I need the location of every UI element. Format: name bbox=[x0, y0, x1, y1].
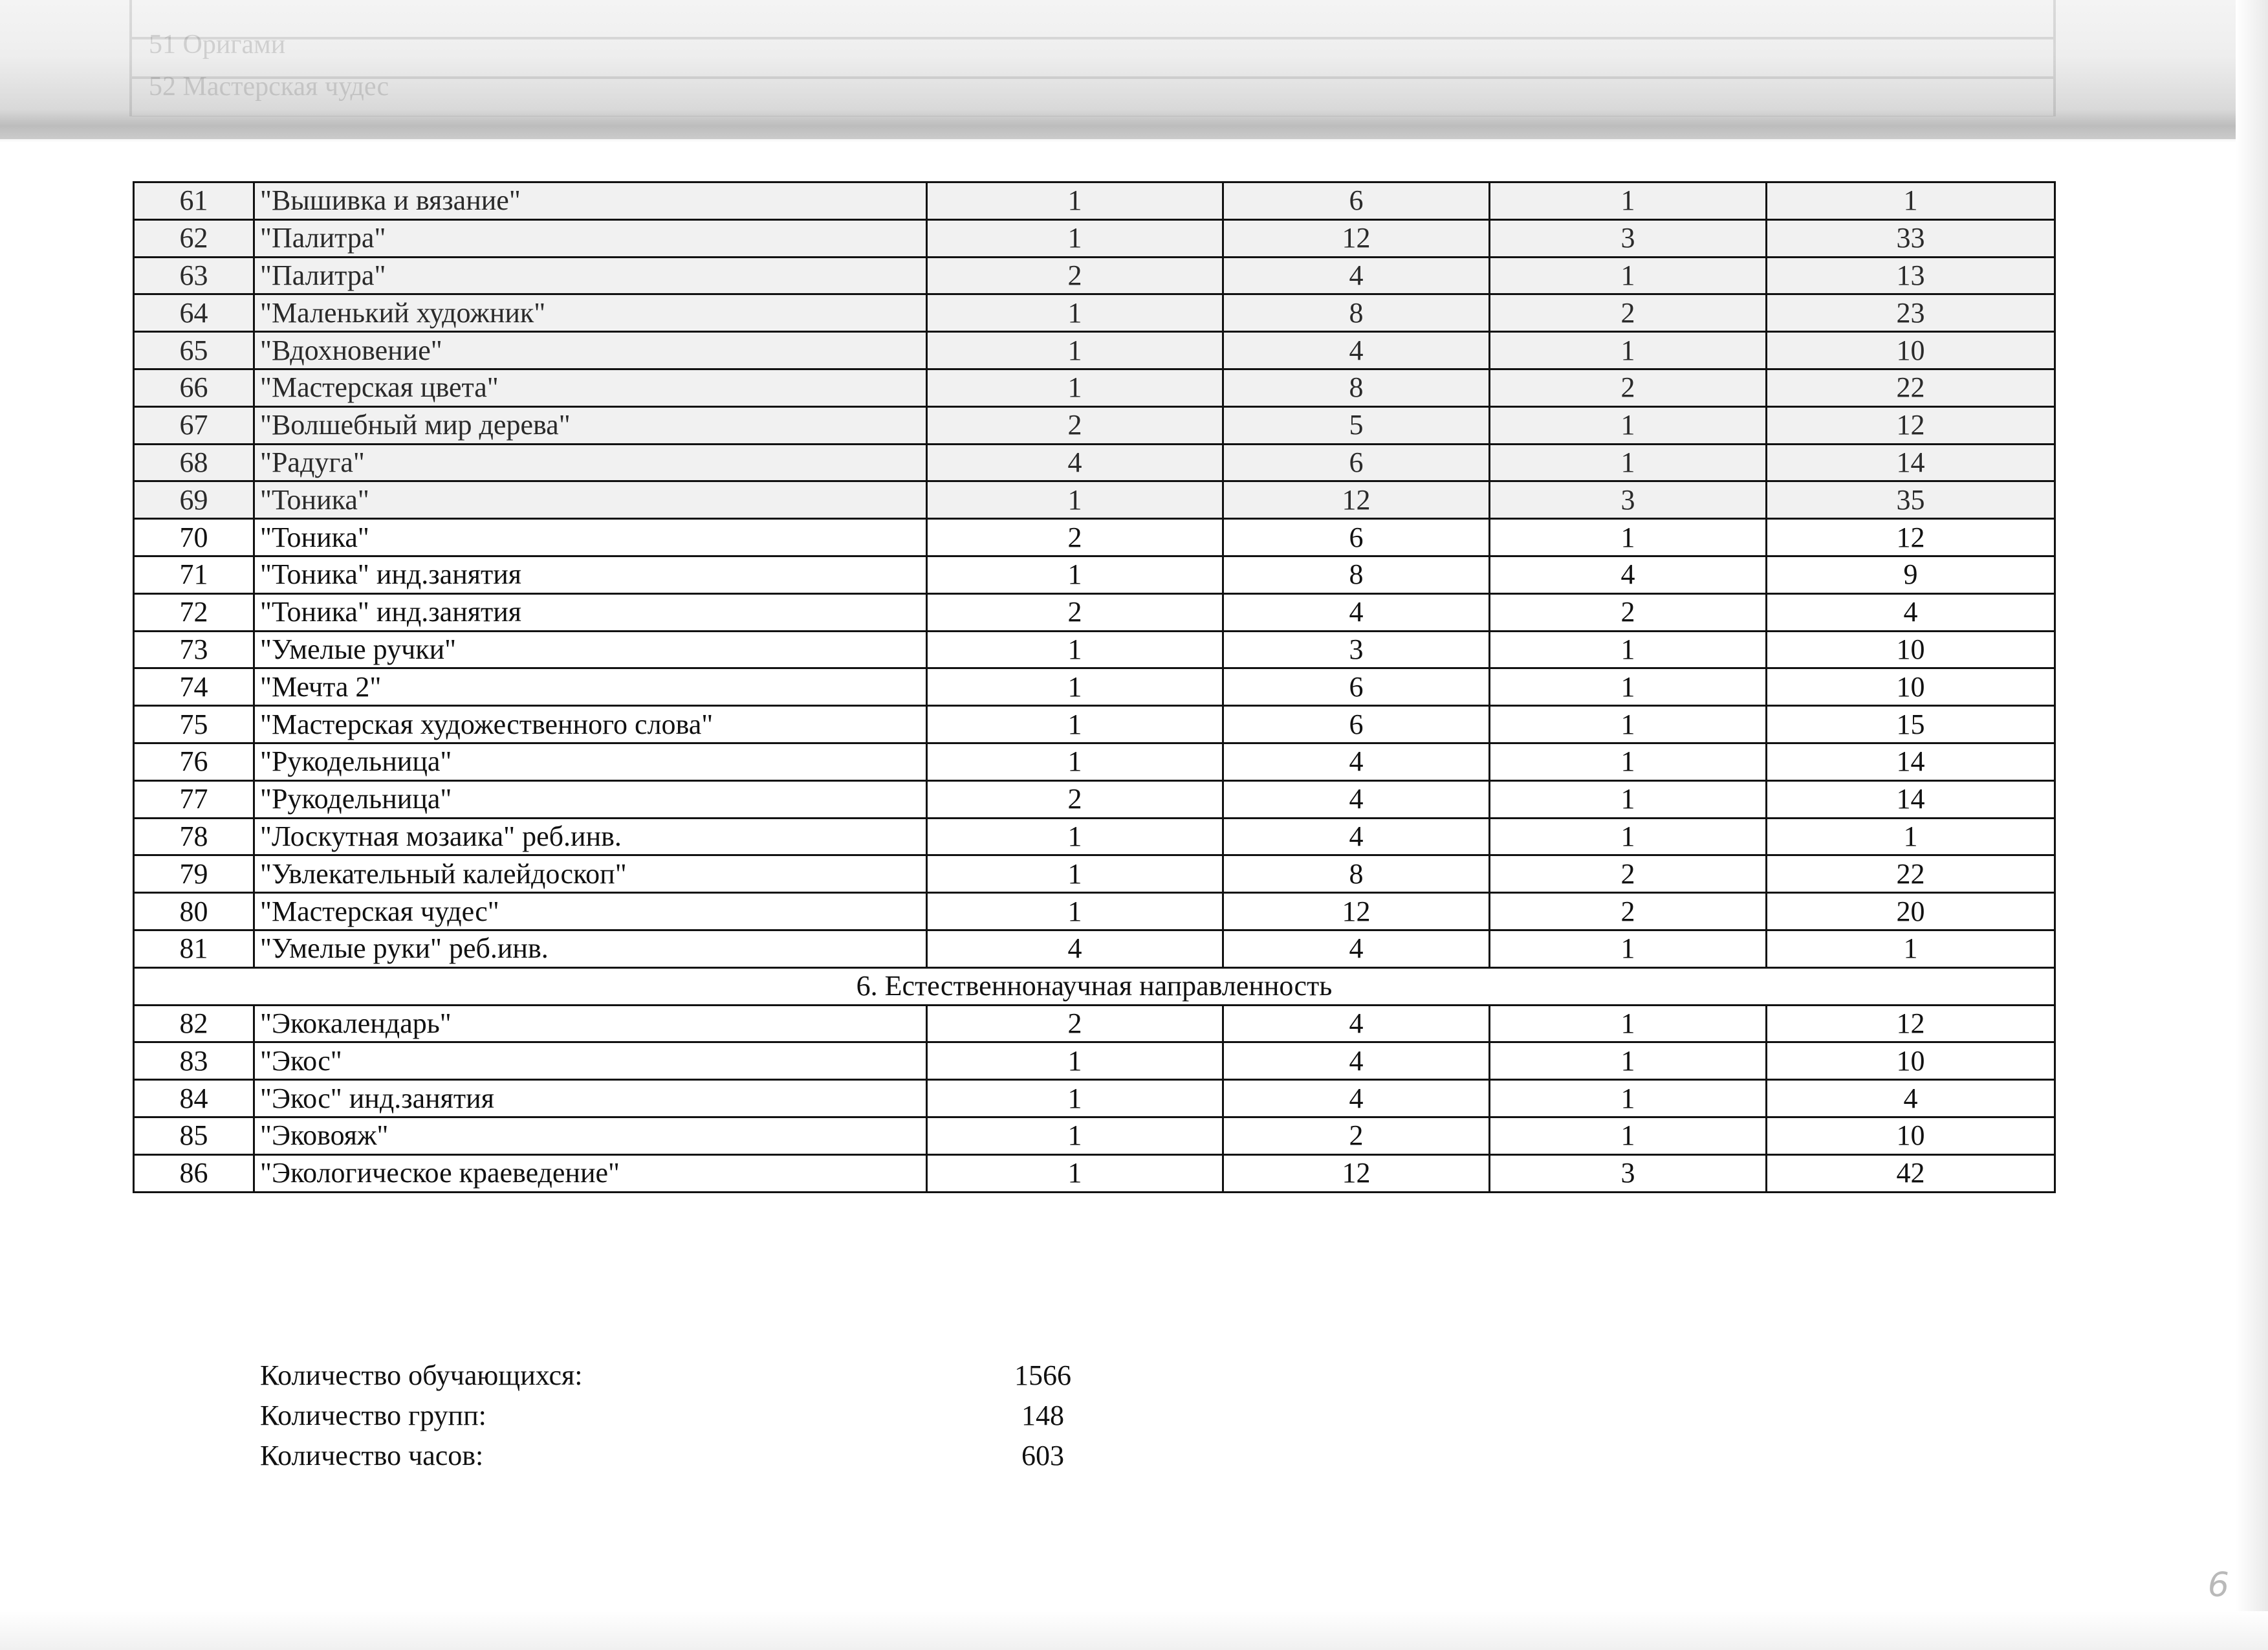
row-number: 76 bbox=[134, 743, 254, 780]
program-name: "Тоника" bbox=[254, 519, 927, 556]
row-number: 86 bbox=[134, 1154, 254, 1192]
groups-value: 1 bbox=[1490, 1005, 1767, 1042]
row-number: 77 bbox=[134, 780, 254, 818]
program-name: "Рукодельница" bbox=[254, 743, 927, 780]
table-row bbox=[134, 519, 2055, 556]
table-row bbox=[134, 668, 2055, 706]
year-of-study: 1 bbox=[927, 631, 1223, 668]
groups-value: 3 bbox=[1490, 219, 1767, 257]
groups-value: 1 bbox=[1490, 706, 1767, 743]
row-number: 63 bbox=[134, 257, 254, 294]
students-value: 14 bbox=[1767, 444, 2055, 481]
year-of-study: 1 bbox=[927, 668, 1223, 706]
hours-value: 4 bbox=[1223, 780, 1490, 818]
row-number: 70 bbox=[134, 519, 254, 556]
row-number: 69 bbox=[134, 481, 254, 519]
table-row bbox=[134, 294, 2055, 332]
program-name: "Радуга" bbox=[254, 444, 927, 481]
program-name: "Экологическое краеведение" bbox=[254, 1154, 927, 1192]
table-row bbox=[134, 219, 2055, 257]
table-row bbox=[134, 369, 2055, 406]
groups-value: 4 bbox=[1490, 556, 1767, 593]
hours-value: 4 bbox=[1223, 1005, 1490, 1042]
program-name: "Палитра" bbox=[254, 257, 927, 294]
groups-value: 1 bbox=[1490, 818, 1767, 855]
hours-value: 8 bbox=[1223, 369, 1490, 406]
hours-value: 4 bbox=[1223, 332, 1490, 369]
year-of-study: 1 bbox=[927, 219, 1223, 257]
students-value: 10 bbox=[1767, 1042, 2055, 1080]
hours-value: 8 bbox=[1223, 294, 1490, 332]
hours-value: 4 bbox=[1223, 818, 1490, 855]
year-of-study: 1 bbox=[927, 743, 1223, 780]
students-value: 1 bbox=[1767, 930, 2055, 967]
table-row bbox=[134, 1080, 2055, 1117]
program-name: "Мастерская чудес" bbox=[254, 893, 927, 930]
year-of-study: 1 bbox=[927, 1042, 1223, 1080]
students-value: 4 bbox=[1767, 1080, 2055, 1117]
year-of-study: 2 bbox=[927, 406, 1223, 444]
row-number: 82 bbox=[134, 1005, 254, 1042]
groups-value: 1 bbox=[1490, 332, 1767, 369]
groups-value: 1 bbox=[1490, 668, 1767, 706]
year-of-study: 1 bbox=[927, 332, 1223, 369]
row-number: 85 bbox=[134, 1117, 254, 1154]
groups-label: Количество групп: bbox=[260, 1400, 486, 1431]
totals-groups-row bbox=[260, 1396, 1166, 1436]
year-of-study: 1 bbox=[927, 706, 1223, 743]
row-number: 79 bbox=[134, 855, 254, 893]
students-value: 13 bbox=[1767, 257, 2055, 294]
program-name: "Мечта 2" bbox=[254, 668, 927, 706]
row-number: 71 bbox=[134, 556, 254, 593]
year-of-study: 4 bbox=[927, 930, 1223, 967]
hours-value: 5 bbox=[1223, 406, 1490, 444]
table-row bbox=[134, 1117, 2055, 1154]
row-number: 83 bbox=[134, 1042, 254, 1080]
groups-value: 1 bbox=[1490, 1080, 1767, 1117]
hours-value: 3 bbox=[1223, 631, 1490, 668]
students-value: 10 bbox=[1767, 668, 2055, 706]
groups-value: 148 bbox=[1021, 1400, 1064, 1431]
row-number: 84 bbox=[134, 1080, 254, 1117]
students-label: Количество обучающихся: bbox=[260, 1359, 583, 1391]
program-name: "Мастерская цвета" bbox=[254, 369, 927, 406]
row-number: 66 bbox=[134, 369, 254, 406]
hours-value: 4 bbox=[1223, 593, 1490, 631]
program-name: "Экос" инд.занятия bbox=[254, 1080, 927, 1117]
groups-value: 1 bbox=[1490, 780, 1767, 818]
program-name: "Умелые ручки" bbox=[254, 631, 927, 668]
table-row bbox=[134, 930, 2055, 967]
students-value: 22 bbox=[1767, 855, 2055, 893]
hours-value: 4 bbox=[1223, 1080, 1490, 1117]
groups-value: 1 bbox=[1490, 1042, 1767, 1080]
students-value: 22 bbox=[1767, 369, 2055, 406]
table-row bbox=[134, 481, 2055, 519]
hours-value: 4 bbox=[1223, 930, 1490, 967]
row-number: 74 bbox=[134, 668, 254, 706]
programs-table bbox=[133, 181, 2056, 1193]
hours-value: 12 bbox=[1223, 1154, 1490, 1192]
groups-value: 1 bbox=[1490, 444, 1767, 481]
table-row bbox=[134, 182, 2055, 220]
row-number: 61 bbox=[134, 182, 254, 220]
program-name: "Рукодельница" bbox=[254, 780, 927, 818]
scan-shadow-bottom bbox=[0, 1611, 2268, 1650]
year-of-study: 1 bbox=[927, 893, 1223, 930]
hours-value: 12 bbox=[1223, 893, 1490, 930]
hours-value: 6 bbox=[1223, 519, 1490, 556]
students-value: 10 bbox=[1767, 631, 2055, 668]
students-value: 23 bbox=[1767, 294, 2055, 332]
groups-value: 2 bbox=[1490, 369, 1767, 406]
table-row bbox=[134, 706, 2055, 743]
table-row bbox=[134, 780, 2055, 818]
table-row bbox=[134, 1154, 2055, 1192]
hours-value: 4 bbox=[1223, 1042, 1490, 1080]
table-row bbox=[134, 631, 2055, 668]
hours-value: 603 bbox=[1021, 1440, 1064, 1471]
program-name: "Тоника" bbox=[254, 481, 927, 519]
row-number: 80 bbox=[134, 893, 254, 930]
row-number: 78 bbox=[134, 818, 254, 855]
program-name: "Тоника" инд.занятия bbox=[254, 593, 927, 631]
year-of-study: 1 bbox=[927, 182, 1223, 220]
groups-value: 2 bbox=[1490, 893, 1767, 930]
year-of-study: 1 bbox=[927, 481, 1223, 519]
row-number: 81 bbox=[134, 930, 254, 967]
groups-value: 1 bbox=[1490, 257, 1767, 294]
ghost-row-b: 52 Мастерская чудес bbox=[149, 72, 389, 102]
groups-value: 3 bbox=[1490, 1154, 1767, 1192]
groups-value: 1 bbox=[1490, 1117, 1767, 1154]
table-row bbox=[134, 406, 2055, 444]
page-number: 6 bbox=[2207, 1566, 2229, 1605]
table-row bbox=[134, 1005, 2055, 1042]
totals-block bbox=[260, 1356, 1166, 1476]
program-name: "Тоника" инд.занятия bbox=[254, 556, 927, 593]
program-name: "Мастерская художественного слова" bbox=[254, 706, 927, 743]
row-number: 64 bbox=[134, 294, 254, 332]
students-value: 12 bbox=[1767, 1005, 2055, 1042]
students-value: 20 bbox=[1767, 893, 2055, 930]
year-of-study: 2 bbox=[927, 519, 1223, 556]
table-row bbox=[134, 593, 2055, 631]
program-name: "Экокалендарь" bbox=[254, 1005, 927, 1042]
hours-value: 6 bbox=[1223, 182, 1490, 220]
groups-value: 1 bbox=[1490, 406, 1767, 444]
table-row bbox=[134, 444, 2055, 481]
table-row bbox=[134, 893, 2055, 930]
totals-hours-row bbox=[260, 1436, 1166, 1476]
program-name: "Волшебный мир дерева" bbox=[254, 406, 927, 444]
hours-value: 12 bbox=[1223, 219, 1490, 257]
hours-value: 12 bbox=[1223, 481, 1490, 519]
students-value: 42 bbox=[1767, 1154, 2055, 1192]
table-row bbox=[134, 257, 2055, 294]
students-value: 10 bbox=[1767, 332, 2055, 369]
students-value: 4 bbox=[1767, 593, 2055, 631]
groups-value: 1 bbox=[1490, 631, 1767, 668]
row-number: 62 bbox=[134, 219, 254, 257]
groups-value: 2 bbox=[1490, 855, 1767, 893]
groups-value: 1 bbox=[1490, 743, 1767, 780]
table-row bbox=[134, 743, 2055, 780]
program-name: "Увлекательный калейдоскоп" bbox=[254, 855, 927, 893]
students-value: 9 bbox=[1767, 556, 2055, 593]
students-value: 1 bbox=[1767, 818, 2055, 855]
table-row bbox=[134, 1042, 2055, 1080]
students-value: 1 bbox=[1767, 182, 2055, 220]
table-row bbox=[134, 855, 2055, 893]
scan-shadow-right bbox=[2236, 0, 2268, 1650]
program-name: "Экос" bbox=[254, 1042, 927, 1080]
row-number: 68 bbox=[134, 444, 254, 481]
row-number: 67 bbox=[134, 406, 254, 444]
hours-value: 6 bbox=[1223, 444, 1490, 481]
hours-value: 6 bbox=[1223, 706, 1490, 743]
row-number: 75 bbox=[134, 706, 254, 743]
year-of-study: 1 bbox=[927, 369, 1223, 406]
year-of-study: 1 bbox=[927, 1080, 1223, 1117]
hours-value: 8 bbox=[1223, 556, 1490, 593]
program-name: "Маленький художник" bbox=[254, 294, 927, 332]
year-of-study: 1 bbox=[927, 1117, 1223, 1154]
hours-label: Количество часов: bbox=[260, 1440, 484, 1471]
ghost-row-a: 51 Оригами bbox=[149, 30, 286, 60]
students-value: 33 bbox=[1767, 219, 2055, 257]
groups-value: 2 bbox=[1490, 294, 1767, 332]
students-value: 12 bbox=[1767, 519, 2055, 556]
hours-value: 4 bbox=[1223, 743, 1490, 780]
programs-table-body bbox=[134, 182, 2055, 1193]
students-value: 15 bbox=[1767, 706, 2055, 743]
groups-value: 3 bbox=[1490, 481, 1767, 519]
year-of-study: 1 bbox=[927, 556, 1223, 593]
row-number: 73 bbox=[134, 631, 254, 668]
groups-value: 2 bbox=[1490, 593, 1767, 631]
year-of-study: 1 bbox=[927, 818, 1223, 855]
program-name: "Вышивка и вязание" bbox=[254, 182, 927, 220]
year-of-study: 2 bbox=[927, 257, 1223, 294]
totals-students-row bbox=[260, 1356, 1166, 1396]
program-name: "Умелые руки" реб.инв. bbox=[254, 930, 927, 967]
year-of-study: 2 bbox=[927, 593, 1223, 631]
students-value: 14 bbox=[1767, 743, 2055, 780]
section-header-row bbox=[134, 967, 2055, 1005]
groups-value: 1 bbox=[1490, 519, 1767, 556]
scan-fold-shadow bbox=[0, 110, 2268, 142]
table-row bbox=[134, 818, 2055, 855]
students-value: 1566 bbox=[1014, 1359, 1071, 1391]
year-of-study: 4 bbox=[927, 444, 1223, 481]
hours-value: 2 bbox=[1223, 1117, 1490, 1154]
year-of-study: 1 bbox=[927, 294, 1223, 332]
table-row bbox=[134, 332, 2055, 369]
year-of-study: 2 bbox=[927, 780, 1223, 818]
students-value: 10 bbox=[1767, 1117, 2055, 1154]
year-of-study: 1 bbox=[927, 855, 1223, 893]
hours-value: 4 bbox=[1223, 257, 1490, 294]
hours-value: 6 bbox=[1223, 668, 1490, 706]
program-name: "Лоскутная мозаика" реб.инв. bbox=[254, 818, 927, 855]
students-value: 12 bbox=[1767, 406, 2055, 444]
program-name: "Палитра" bbox=[254, 219, 927, 257]
groups-value: 1 bbox=[1490, 930, 1767, 967]
year-of-study: 2 bbox=[927, 1005, 1223, 1042]
students-value: 35 bbox=[1767, 481, 2055, 519]
section-title: 6. Естественнонаучная направленность bbox=[134, 967, 2055, 1005]
year-of-study: 1 bbox=[927, 1154, 1223, 1192]
hours-value: 8 bbox=[1223, 855, 1490, 893]
row-number: 72 bbox=[134, 593, 254, 631]
program-name: "Эковояж" bbox=[254, 1117, 927, 1154]
table-row bbox=[134, 556, 2055, 593]
program-name: "Вдохновение" bbox=[254, 332, 927, 369]
groups-value: 1 bbox=[1490, 182, 1767, 220]
previous-page-ghost-table bbox=[129, 0, 2056, 116]
row-number: 65 bbox=[134, 332, 254, 369]
students-value: 14 bbox=[1767, 780, 2055, 818]
